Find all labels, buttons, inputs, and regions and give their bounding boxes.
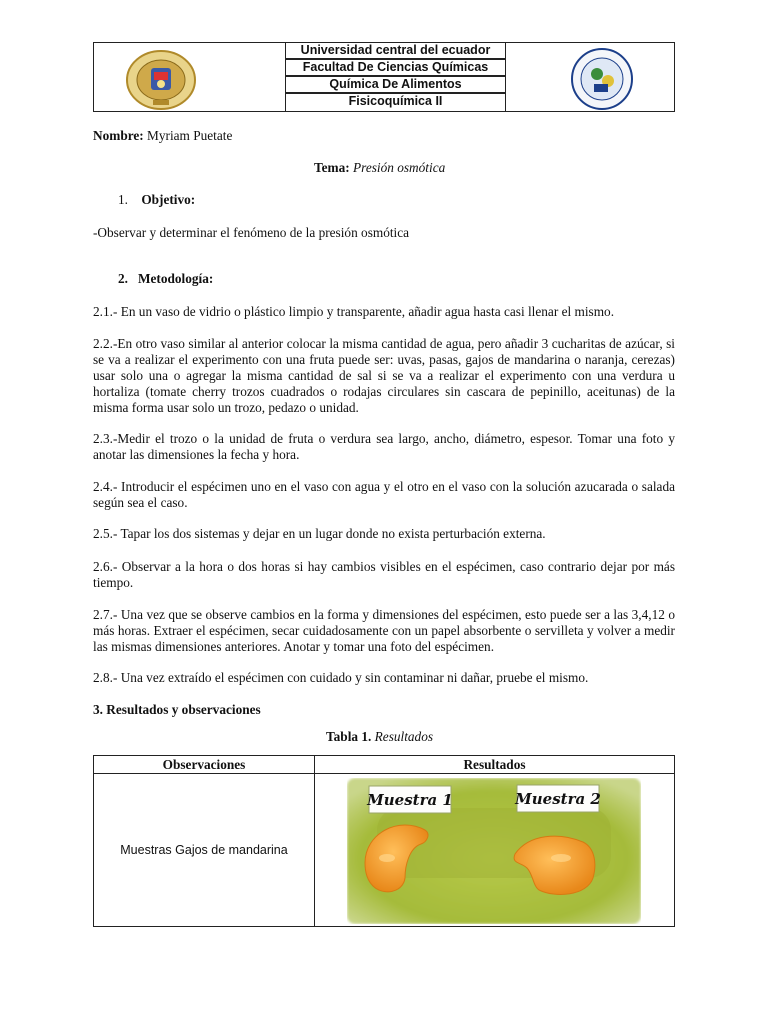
step-2-7: 2.7.- Una vez que se observe cambios en la forma y dimensiones del espécimen, esto puede ser a las 3,4,12 o más horas. Extraer el espécimen, secar cuidadosamente con un papel absorbente o servilleta y volver a medir las mismas dimensiones anteriores. Anotar y tomar una foto del espécimen. [93,607,675,654]
results-table [93,755,675,927]
faculty-seal-icon [567,48,637,110]
university-seal-icon [125,50,197,110]
topic-line [314,160,445,176]
table-caption-label: Tabla 1. [326,729,372,744]
section-objective-heading [118,192,195,208]
table-caption [326,729,433,745]
mandarin-samples-photo [347,778,641,924]
step-2-4: 2.4.- Introducir el espécimen uno en el vaso con agua y el otro en el vaso con la solución azucarada o salada según sea el caso. [93,479,675,510]
section-number: 1. [118,192,128,207]
step-2-2: 2.2.-En otro vaso similar al anterior colocar la misma cantidad de agua, pero añadir 3 cucharitas de azúcar, si se va a realizar el experimento con una fruta puede ser: uvas, pasas, gajos de mandarina o naranja, cerezas) usar solo una o agregar la misma cantidad de sal si se va a realizar el experimento con una verdura u hortaliza (tomate cherry trozos cuadrados o rodajas circulares sin cascara de pepinillo, aceitunas) de la misma forma usar solo un trozo, pedazo o unidad. [93,336,675,415]
name-value: Myriam Puetate [147,128,233,143]
section-results-heading [93,702,261,718]
header-faculty: Facultad De Ciencias Químicas [285,59,506,76]
column-header-observaciones: Observaciones [94,756,315,774]
topic-label: Tema: [314,160,350,175]
table-row-label: Muestras Gajos de mandarina [94,774,315,926]
header-career: Química De Alimentos [285,76,506,93]
section-number: 3 [93,702,100,717]
name-label: Nombre: [93,128,144,143]
step-2-3: 2.3.-Medir el trozo o la unidad de fruta o verdura sea largo, ancho, diámetro, espesor. Tomar una foto y anotar las dimensiones la fecha y hora. [93,431,675,462]
step-2-5: 2.5.- Tapar los dos sistemas y dejar en un lugar donde no exista perturbación externa. [93,526,546,541]
objective-text: -Observar y determinar el fenómeno de la presión osmótica [93,225,410,240]
photo-label-muestra-1: Muestra 1 [367,791,453,809]
header-table [93,42,675,112]
topic-value: Presión osmótica [353,160,446,175]
table-caption-title: Resultados [374,729,434,744]
section-title: Objetivo: [141,192,196,207]
step-2-6: 2.6.- Observar a la hora o dos horas si hay cambios visibles en el espécimen, caso contrario dejar por más tiempo. [93,559,675,590]
step-2-1: 2.1.- En un vaso de vidrio o plástico limpio y transparente, añadir agua hasta casi llenar el mismo. [93,304,615,319]
name-line [93,128,232,144]
header-university: Universidad central del ecuador [285,42,506,59]
step-2-8: 2.8.- Una vez extraído el espécimen con cuidado y sin contaminar ni dañar, pruebe el mismo. [93,670,589,685]
section-title: . Resultados y observaciones [99,702,261,717]
column-header-resultados: Resultados [315,756,674,774]
header-subject: Fisicoquímica II [285,93,506,112]
photo-label-muestra-2: Muestra 2 [515,790,601,808]
section-methodology-heading: 2. Metodología: [118,271,214,286]
